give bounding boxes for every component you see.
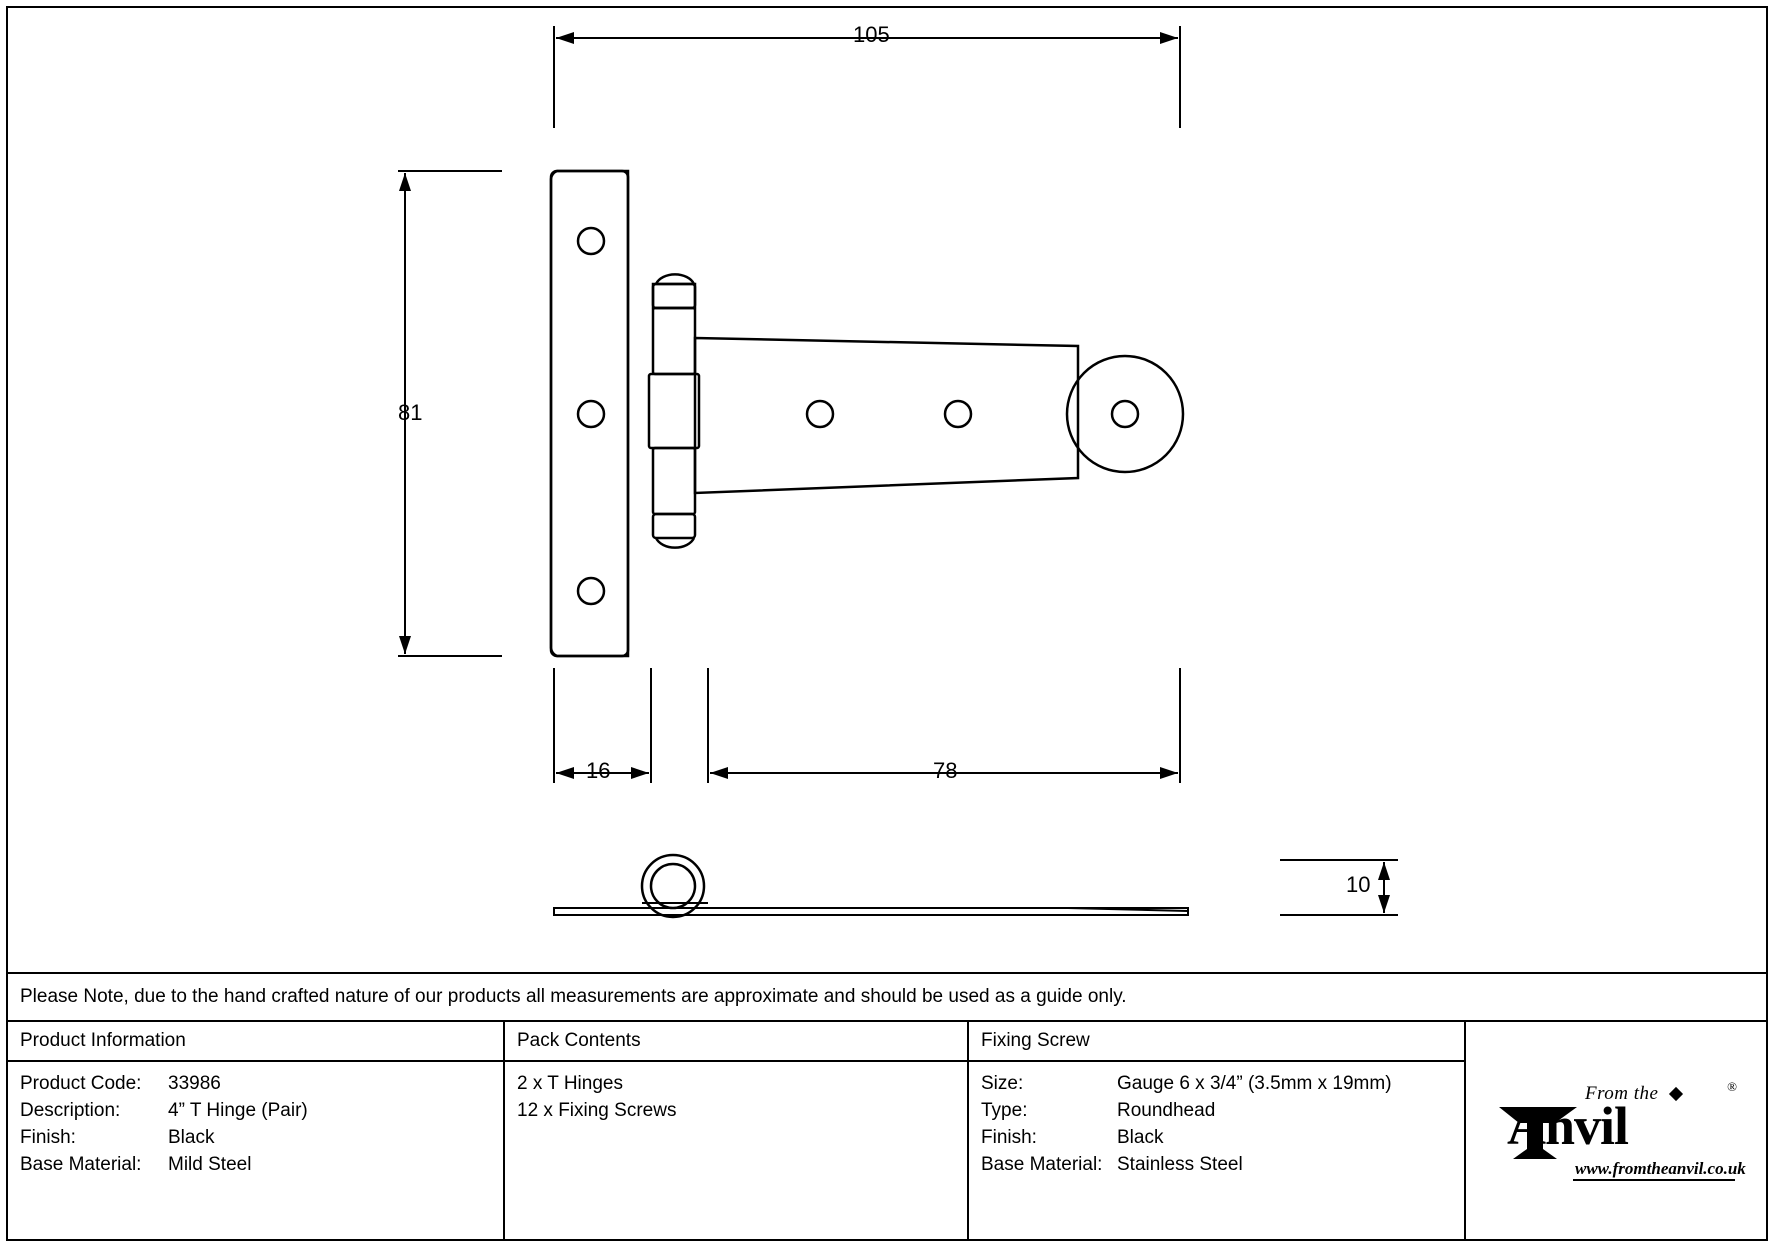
arrow-right-16 (631, 767, 649, 779)
dim-label-overall-width: 105 (853, 22, 890, 47)
description-label: Description: (20, 1100, 121, 1121)
arrow-left-78 (710, 767, 728, 779)
hinge-leaf-outline (551, 171, 628, 656)
list-item: 2 x T Hinges (517, 1073, 623, 1094)
leaf-screw-hole-middle (578, 401, 604, 427)
pack-contents-heading-rule (505, 1060, 967, 1062)
note-text: Please Note, due to the hand crafted nature of our products all measurements are approximate and should be used as a guide only. (20, 986, 1127, 1007)
arrow-top-10 (1378, 862, 1390, 880)
product-code-value: 33986 (168, 1073, 221, 1094)
product-information-body (8, 1070, 503, 1178)
fixing-screw-column (969, 1022, 1466, 1239)
screw-base-material-label: Base Material: (981, 1154, 1103, 1175)
base-material-value: Mild Steel (168, 1154, 252, 1175)
table-row (981, 1097, 1464, 1124)
finish-value: Black (168, 1127, 215, 1148)
knuckle-top-rect (653, 284, 695, 308)
registered-trademark-icon: ® (1727, 1078, 1737, 1094)
arrow-top-81 (399, 173, 411, 191)
dim-label-knuckle-height: 10 (1346, 872, 1371, 897)
arrow-right-78 (1160, 767, 1178, 779)
table-row (20, 1070, 503, 1097)
screw-type-label: Type: (981, 1100, 1028, 1121)
approximate-measurements-note (8, 972, 1766, 1020)
fixing-screw-heading-rule (969, 1060, 1464, 1062)
table-row (981, 1070, 1464, 1097)
screw-type-value: Roundhead (1117, 1100, 1216, 1121)
screw-finish-value: Black (1117, 1127, 1164, 1148)
base-material-label: Base Material: (20, 1154, 142, 1175)
screw-size-value: Gauge 6 x 3/4” (3.5mm x 19mm) (1117, 1073, 1392, 1094)
knuckle-center-body (649, 374, 699, 448)
table-row (20, 1097, 503, 1124)
logo-url-text: www.fromtheanvil.co.uk (1575, 1158, 1746, 1178)
dim-label-overall-height: 81 (398, 400, 423, 425)
knuckle-top-segment (653, 284, 695, 308)
product-code-label: Product Code: (20, 1073, 142, 1094)
strap-screw-hole-2 (945, 401, 971, 427)
logo-from-the-text: From the (1585, 1082, 1659, 1104)
table-row (981, 1151, 1464, 1178)
strap-round-end (1067, 356, 1183, 472)
arrow-left-16 (556, 767, 574, 779)
product-info-table (8, 1020, 1766, 1239)
hinge-strap-taper (695, 338, 1078, 493)
knuckle-bottom-rect (653, 514, 695, 538)
product-information-column (8, 1022, 505, 1239)
screw-finish-label: Finish: (981, 1127, 1037, 1148)
arrow-left-105 (556, 32, 574, 44)
screw-base-material-value: Stainless Steel (1117, 1154, 1243, 1175)
diamond-icon (1669, 1086, 1683, 1100)
technical-drawing (8, 8, 1766, 970)
knuckle-lower-body (653, 448, 695, 514)
logo-brand-text: Anvil (1507, 1095, 1629, 1156)
screw-size-label: Size: (981, 1073, 1024, 1094)
arrow-bottom-10 (1378, 895, 1390, 913)
table-row (20, 1151, 503, 1178)
product-information-heading: Product Information (20, 1030, 186, 1051)
product-information-heading-rule (8, 1060, 503, 1062)
brand-logo-column (1466, 1022, 1762, 1239)
knuckle-upper-body (653, 308, 695, 374)
logo-underline (1573, 1179, 1735, 1181)
hinge-drawing-svg (8, 8, 1766, 970)
description-value: 4” T Hinge (Pair) (168, 1100, 308, 1121)
fixing-screw-heading: Fixing Screw (981, 1030, 1090, 1051)
brand-logo (1466, 1022, 1762, 1239)
list-item: 12 x Fixing Screws (517, 1100, 677, 1121)
table-row (981, 1124, 1464, 1151)
side-view-knuckle-inner (651, 864, 695, 908)
leaf-screw-hole-bottom (578, 578, 604, 604)
finish-label: Finish: (20, 1127, 76, 1148)
knuckle-bottom-cap (656, 538, 694, 548)
hinge-leaf-plate (551, 171, 628, 656)
leaf-screw-hole-top (578, 228, 604, 254)
dim-label-strap-length: 78 (933, 758, 958, 783)
pack-contents-heading: Pack Contents (517, 1030, 641, 1051)
strap-end-screw-hole (1112, 401, 1138, 427)
arrow-right-105 (1160, 32, 1178, 44)
knuckle-top-cap (656, 274, 694, 284)
pack-contents-body (505, 1070, 967, 1124)
dim-label-leaf-width: 16 (586, 758, 611, 783)
fixing-screw-body (969, 1070, 1464, 1178)
strap-screw-hole-1 (807, 401, 833, 427)
table-row (20, 1124, 503, 1151)
arrow-bottom-81 (399, 636, 411, 654)
pack-contents-column (505, 1022, 969, 1239)
